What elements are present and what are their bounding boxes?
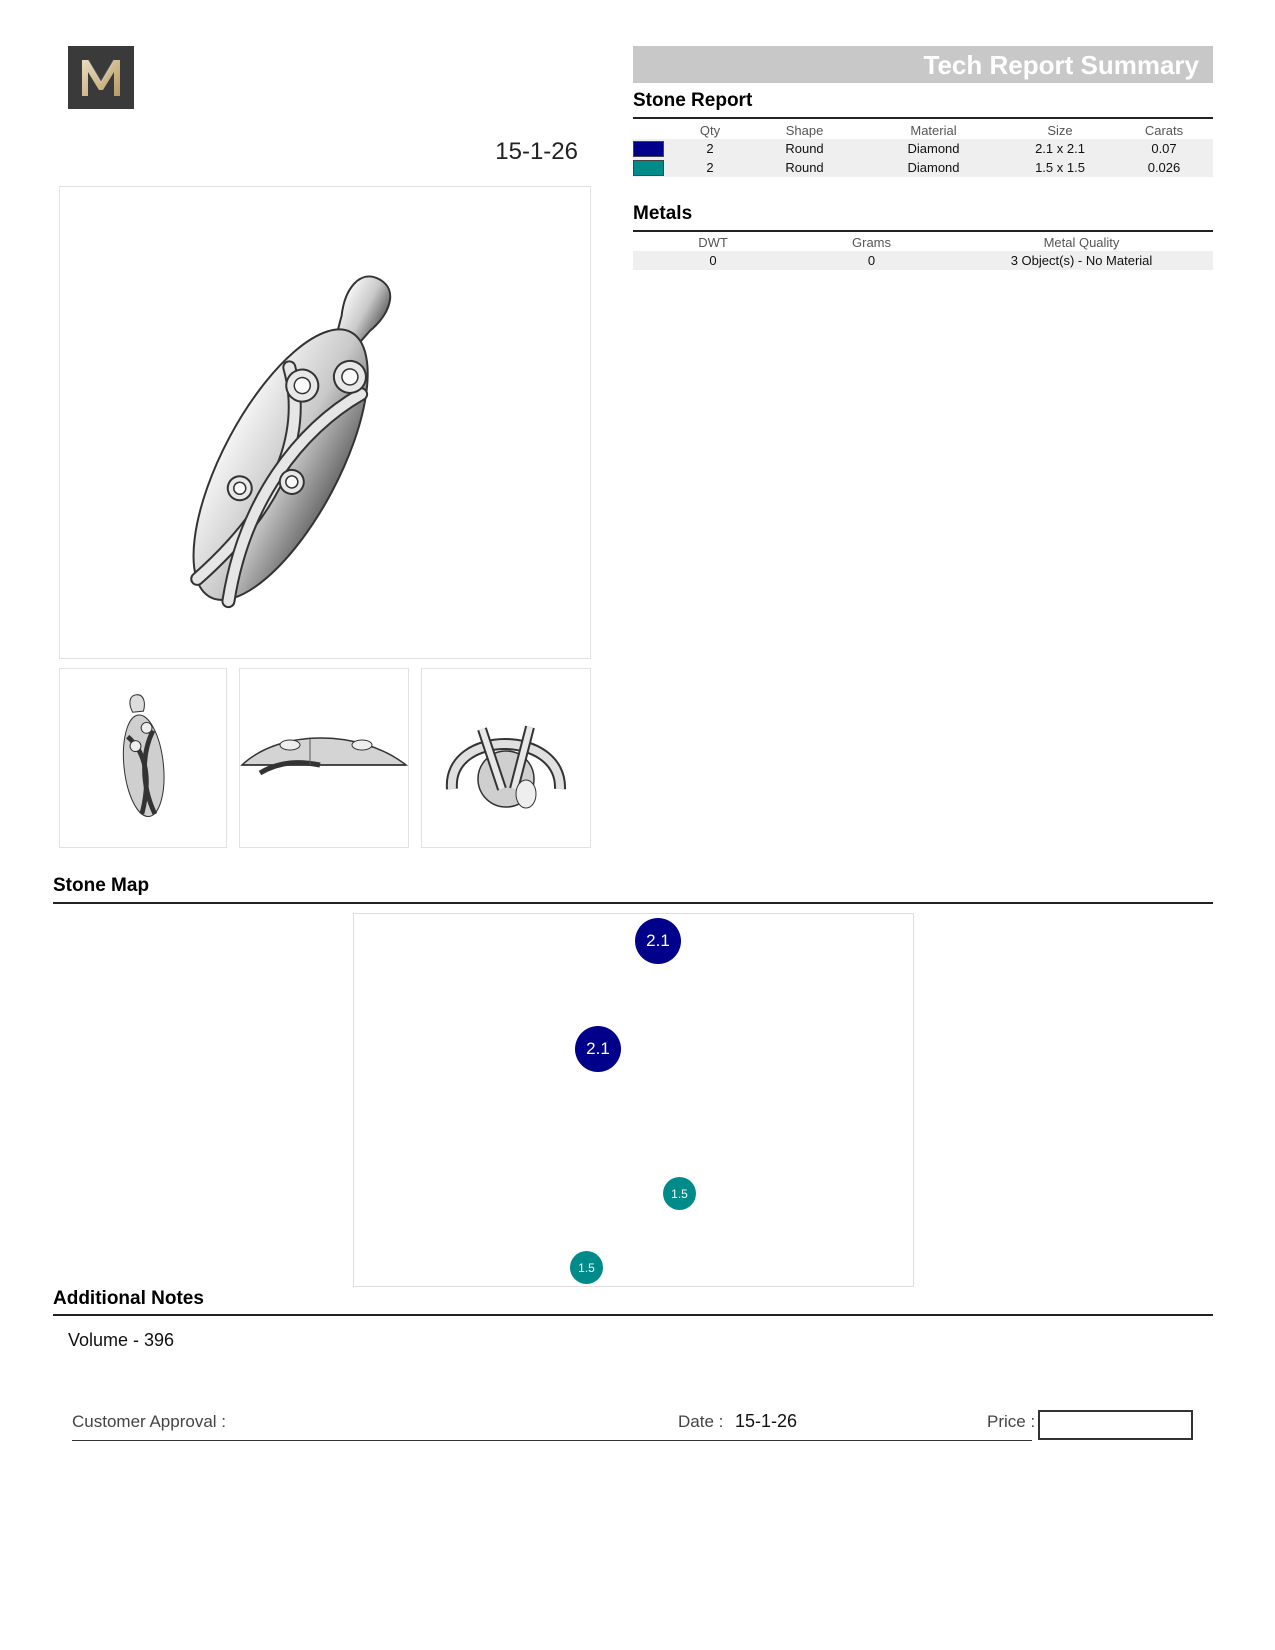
- stone-marker: 2.1: [635, 918, 681, 964]
- stone-map-title: Stone Map: [53, 875, 150, 896]
- notes-rule: [53, 1314, 1213, 1316]
- table-row: [633, 139, 1213, 158]
- stone-material: Diamond: [862, 139, 1005, 158]
- qty-column-header: Qty: [699, 122, 721, 138]
- stone-carats: 0.07: [1115, 139, 1213, 158]
- metals-title: Metals: [633, 203, 693, 224]
- main-render-image: [59, 186, 591, 659]
- stone-map-rule: [53, 902, 1213, 904]
- signature-line: [72, 1440, 1032, 1441]
- stone-report-header-row: [633, 121, 1213, 139]
- company-logo: [68, 46, 134, 109]
- report-title-bar: [633, 46, 1213, 83]
- stone-size: 2.1 x 2.1: [1005, 139, 1115, 158]
- size-column-header: Size: [1047, 122, 1073, 138]
- approval-date-value: 15-1-26: [735, 1411, 798, 1431]
- notes-text: Volume - 396: [68, 1330, 175, 1350]
- dwt-column-header: DWT: [698, 234, 728, 250]
- stone-shape: Round: [747, 158, 862, 177]
- stone-color-swatch: [633, 160, 664, 176]
- metal-quality-column-header: Metal Quality: [1043, 234, 1120, 250]
- grams-column-header: Grams: [852, 234, 891, 250]
- thumbnail-end-view: [421, 668, 591, 848]
- document-date: 15-1-26: [495, 138, 578, 165]
- stone-marker: 2.1: [575, 1026, 621, 1072]
- color-column-header: [633, 121, 673, 139]
- stone-map-area: [353, 913, 914, 1287]
- table-row: [633, 158, 1213, 177]
- stone-report-rule: [633, 117, 1213, 119]
- metal-grams: 0: [793, 251, 950, 270]
- metal-quality: 3 Object(s) - No Material: [950, 251, 1213, 270]
- material-column-header: Material: [910, 122, 957, 138]
- metals-table: [633, 233, 1213, 270]
- stone-shape: Round: [747, 139, 862, 158]
- stone-qty: 2: [673, 139, 747, 158]
- carats-column-header: Carats: [1144, 122, 1184, 138]
- additional-notes-title: Additional Notes: [53, 1288, 204, 1309]
- stone-report-title: Stone Report: [633, 90, 753, 111]
- stone-color-swatch: [633, 141, 664, 157]
- stone-qty: 2: [673, 158, 747, 177]
- metals-rule: [633, 230, 1213, 232]
- stone-size: 1.5 x 1.5: [1005, 158, 1115, 177]
- shape-column-header: Shape: [785, 122, 824, 138]
- stone-material: Diamond: [862, 158, 1005, 177]
- approval-date-label: Date :: [678, 1412, 724, 1431]
- stone-marker: 1.5: [570, 1251, 603, 1284]
- stone-marker: 1.5: [663, 1177, 696, 1210]
- customer-approval-label: Customer Approval :: [72, 1412, 227, 1431]
- metal-dwt: 0: [633, 251, 793, 270]
- thumbnail-side-view: [239, 668, 409, 848]
- price-label: Price :: [987, 1412, 1036, 1431]
- stone-report-table: [633, 121, 1213, 177]
- stone-carats: 0.026: [1115, 158, 1213, 177]
- table-row: [633, 251, 1213, 270]
- report-title: Tech Report Summary: [923, 50, 1199, 80]
- thumbnail-front-view: [59, 668, 227, 848]
- metals-header-row: [633, 233, 1213, 251]
- price-field[interactable]: [1038, 1410, 1193, 1440]
